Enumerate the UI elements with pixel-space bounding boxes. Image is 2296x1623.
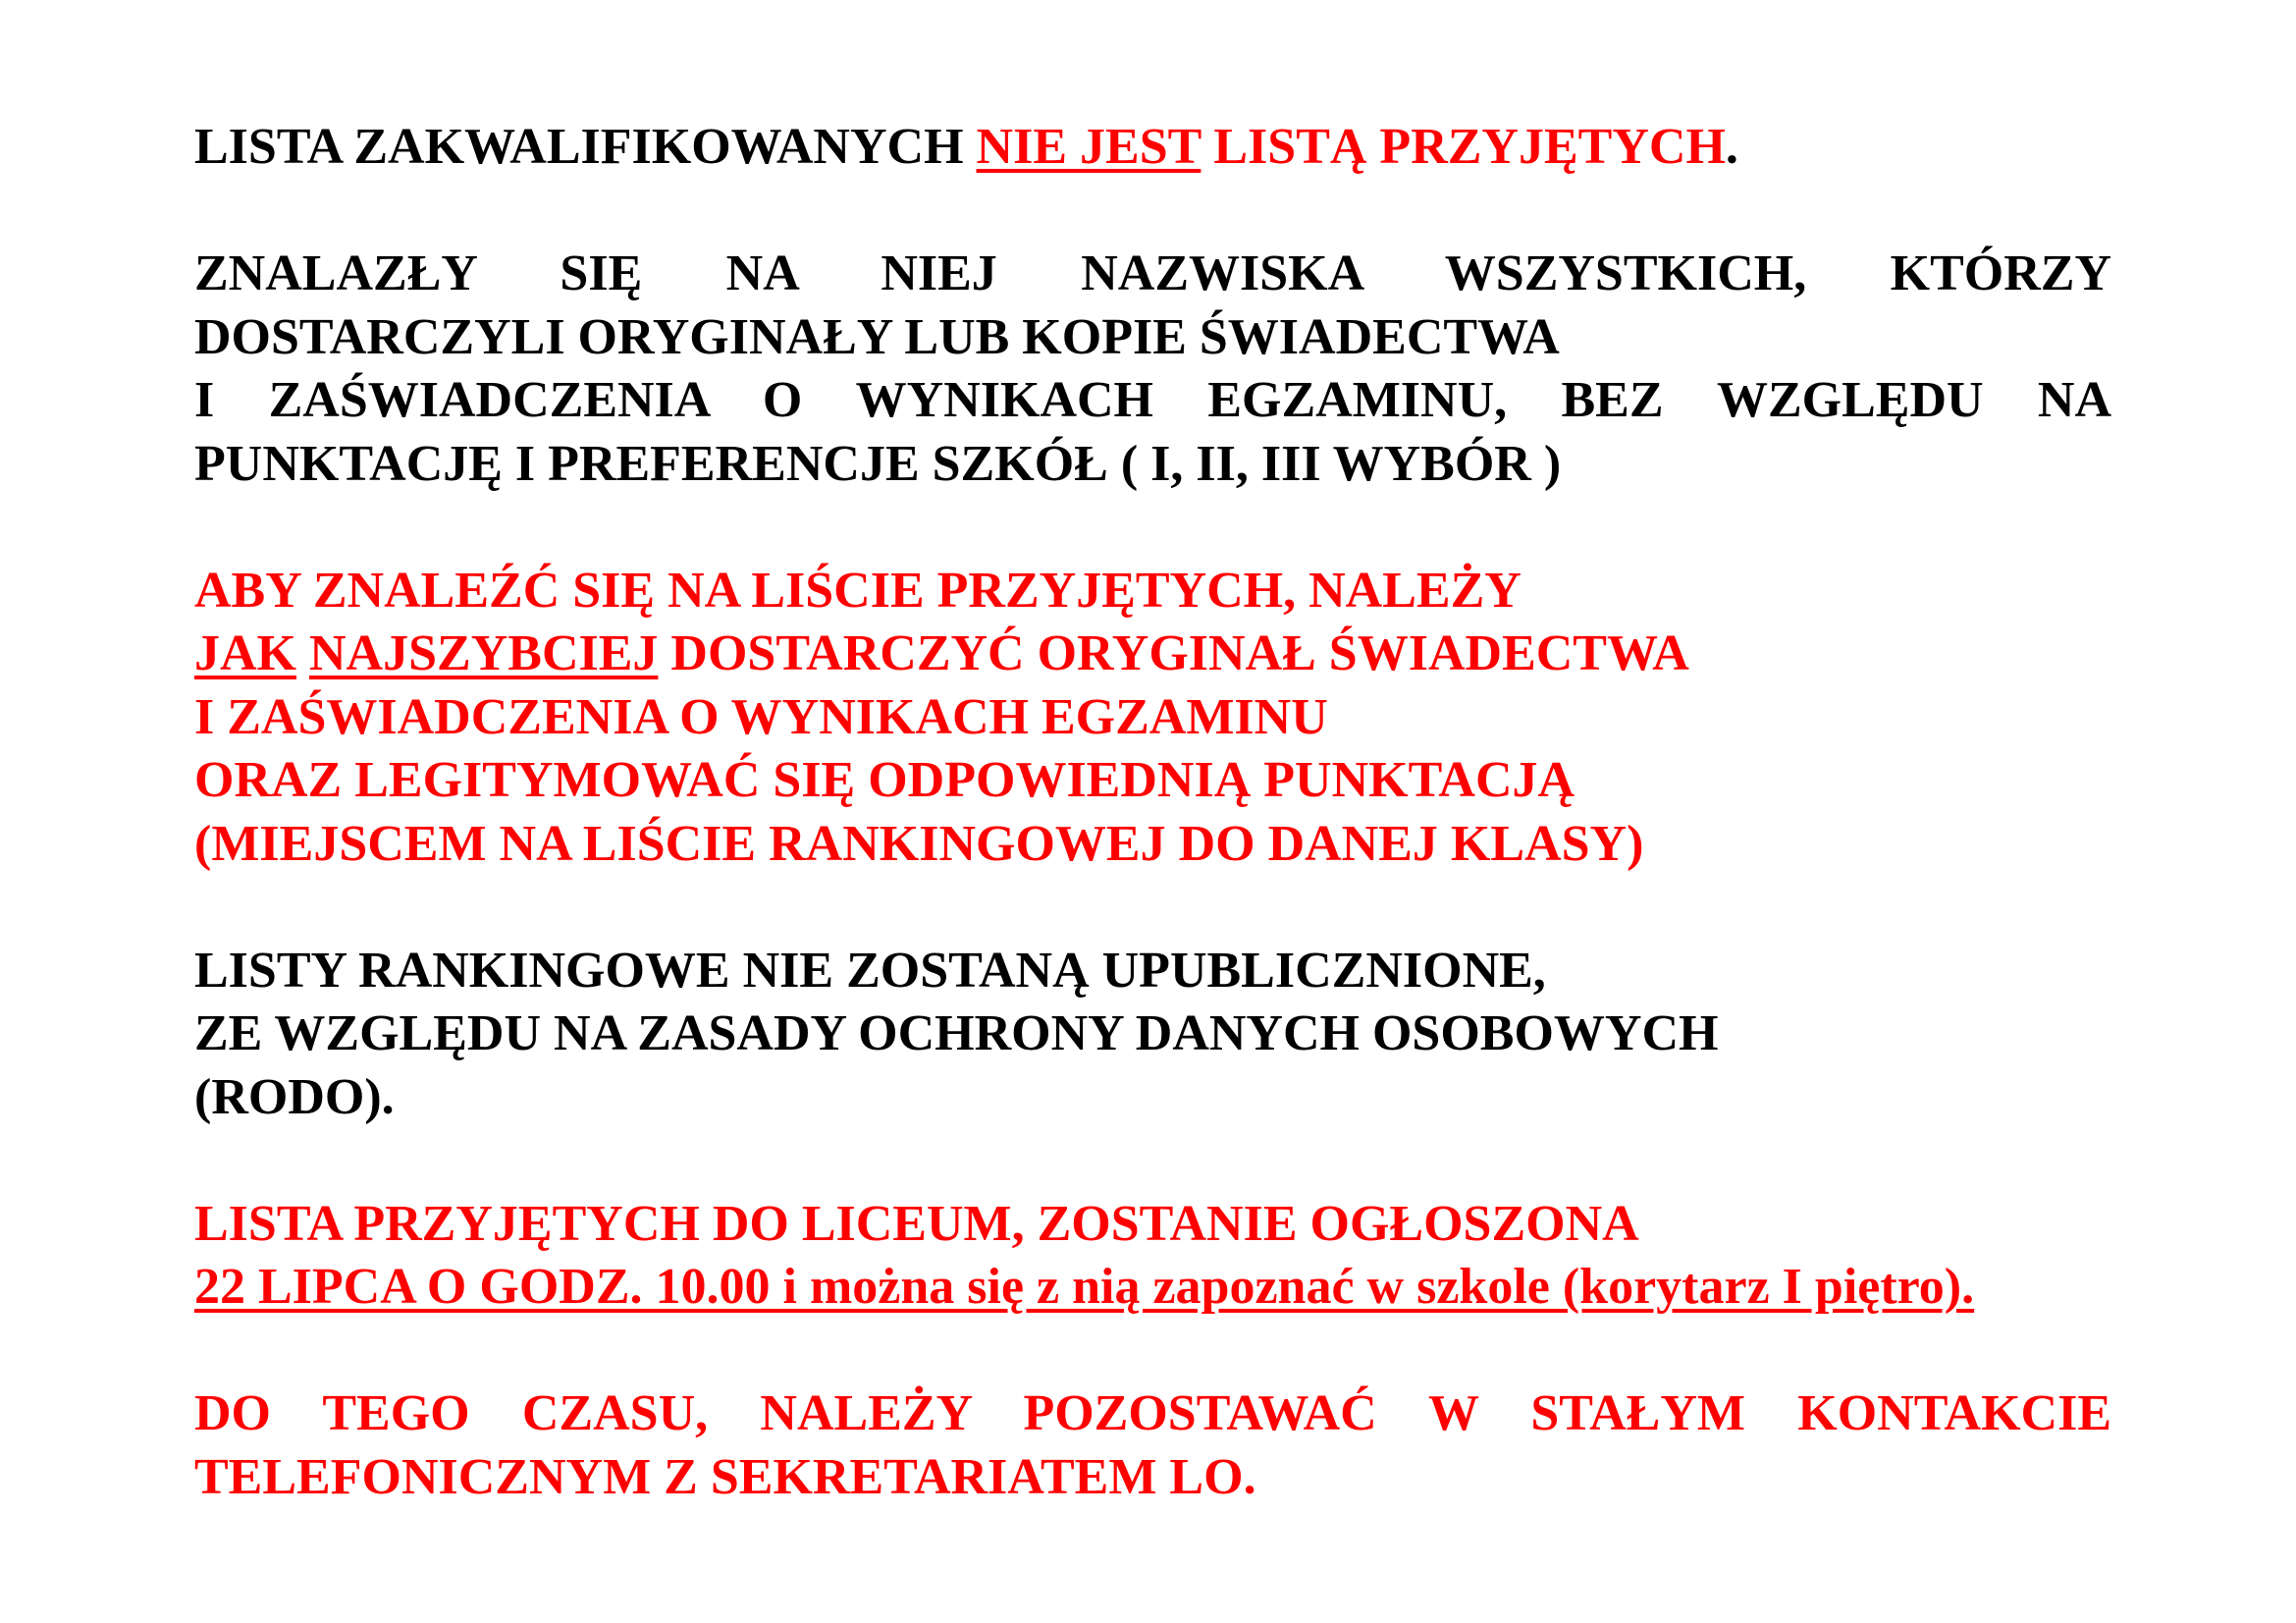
text-line: ABY ZNALEŹĆ SIĘ NA LIŚCIE PRZYJĘTYCH, NALEŻY <box>194 562 1522 619</box>
text-line: I ZAŚWIADCZENIA O WYNIKACH EGZAMINU, BEZ WZGLĘDU NA <box>194 372 2111 428</box>
notice-document <box>194 116 2111 1509</box>
text-line: ORAZ LEGITYMOWAĆ SIĘ ODPOWIEDNIĄ PUNKTACJĄ <box>194 752 1575 808</box>
text-line: LISTY RANKINGOWE NIE ZOSTANĄ UPUBLICZNIONE, <box>194 942 1546 999</box>
paragraph-admission-requirements <box>194 560 2111 877</box>
text-line: DOSTARCZYLI ORYGINAŁY LUB KOPIE ŚWIADECTWA <box>194 308 1560 365</box>
text-line: ZNALAZŁY SIĘ NA NIEJ NAZWISKA WSZYSTKICH, KTÓRZY <box>194 245 2111 301</box>
underlined-text: JAK <box>194 625 296 681</box>
text-line: (MIEJSCEM NA LIŚCIE RANKINGOWEJ DO DANEJ KLASY) <box>194 815 1644 872</box>
text-line <box>194 622 2111 686</box>
paragraph-announcement <box>194 1193 2111 1320</box>
heading-line <box>194 116 2111 180</box>
text-line: TELEFONICZNYM Z SEKRETARIATEM LO. <box>194 1448 1256 1505</box>
paragraph-contact <box>194 1382 2111 1509</box>
underlined-text: NAJSZYBCIEJ <box>309 625 659 681</box>
announcement-date-line: 22 LIPCA O GODZ. 10.00 i można się z nią zapoznać w szkole (korytarz I piętro). <box>194 1259 1975 1315</box>
heading-period: . <box>1725 119 1738 175</box>
text: DOSTARCZYĆ ORYGINAŁ ŚWIADECTWA <box>658 625 1689 681</box>
text-line: I ZAŚWIADCZENIA O WYNIKACH EGZAMINU <box>194 688 1328 745</box>
heading-emphasis: NIE JEST <box>976 119 1201 175</box>
heading-red-text: LISTĄ PRZYJĘTYCH <box>1201 119 1726 175</box>
heading-text: LISTA ZAKWALIFIKOWANYCH <box>194 119 977 175</box>
text-line: DO TEGO CZASU, NALEŻY POZOSTAWAĆ W STAŁYM KONTAKCIE <box>194 1385 2111 1441</box>
text-line: PUNKTACJĘ I PREFERENCJE SZKÓŁ ( I, II, III WYBÓR ) <box>194 435 1562 492</box>
text-line: ZE WZGLĘDU NA ZASADY OCHRONY DANYCH OSOBOWYCH <box>194 1005 1719 1061</box>
text-line: LISTA PRZYJĘTYCH DO LICEUM, ZOSTANIE OGŁOSZONA <box>194 1195 1639 1252</box>
paragraph-qualified <box>194 243 2111 496</box>
text-line: (RODO). <box>194 1068 395 1125</box>
paragraph-rodo <box>194 940 2111 1130</box>
